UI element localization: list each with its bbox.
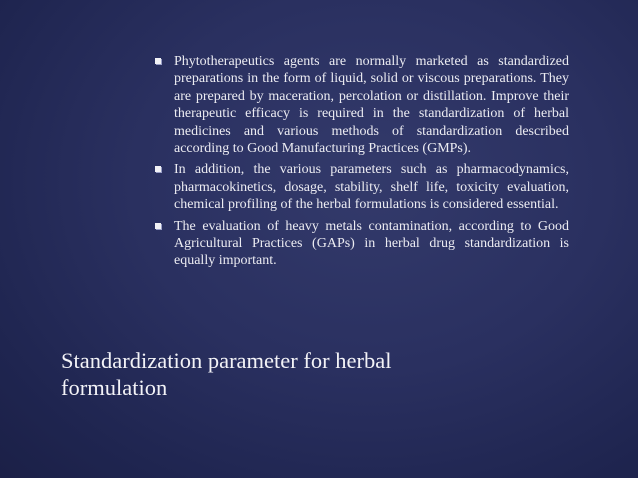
- bullet-text: The evaluation of heavy metals contamination, according to Good Agricultural Practices (GAPs) in herbal drug standardization is equally important.: [174, 218, 569, 269]
- square-bullet-icon: [155, 223, 161, 229]
- bullet-item: [152, 218, 569, 270]
- square-bullet-icon: [155, 166, 161, 172]
- bullet-item: [152, 53, 569, 157]
- slide-title: Standardization parameter for herbal formulation: [61, 348, 392, 400]
- bullet-text: Phytotherapeutics agents are normally marketed as standardized preparations in the form of liquid, solid or viscous preparations. They are prepared by maceration, percolation or distillation. Improve their therapeutic efficacy is required in the standardization of herbal medicines and various methods of standardization described according to Good Manufacturing Practices (GMPs).: [174, 54, 569, 157]
- bullet-text: In addition, the various parameters such as pharmacodynamics, pharmacokinetics, dosage, stability, shelf life, toxicity evaluation, chemical profiling of the herbal formulations is considered essential.: [174, 162, 569, 213]
- bullet-item: [152, 161, 569, 213]
- bullet-list: [152, 53, 569, 274]
- square-bullet-icon: [155, 58, 161, 64]
